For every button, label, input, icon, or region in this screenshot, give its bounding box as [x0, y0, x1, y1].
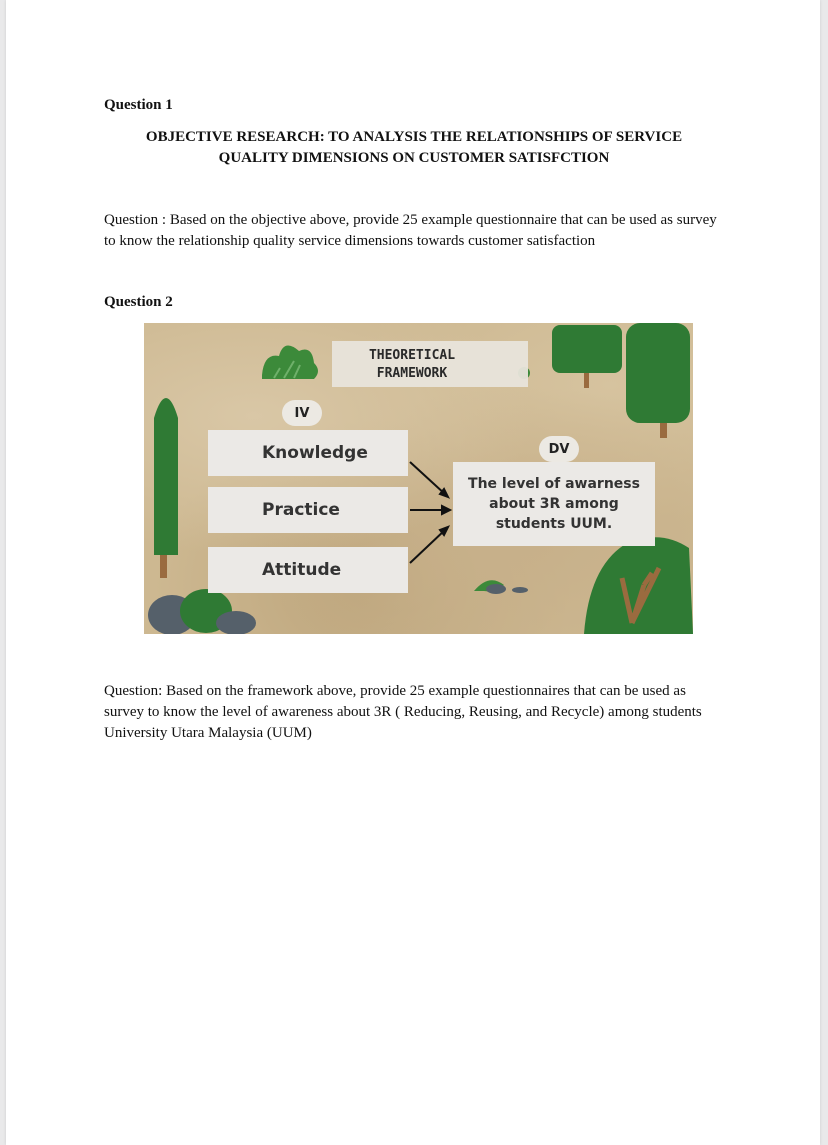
right-tree-1-icon: [552, 325, 622, 373]
theoretical-framework-figure: [144, 323, 693, 634]
framework-title: [332, 347, 492, 383]
objective-line-1: OBJECTIVE RESEARCH: TO ANALYSIS THE RELATIONSHIPS OF SERVICE: [145, 129, 683, 145]
bush-bottom-right-icon: [584, 537, 693, 634]
iv-badge: IV: [282, 400, 322, 426]
left-tree-icon: [154, 398, 178, 555]
iv-attitude: Attitude: [208, 547, 408, 593]
objective-line-2: QUALITY DIMENSIONS ON CUSTOMER SATISFCTION: [218, 150, 610, 166]
right-tree-2-icon: [626, 323, 690, 423]
dv-awareness: The level of awarness about 3R among students UUM.: [453, 462, 655, 546]
framework-title-line-1: THEORETICAL: [368, 348, 456, 363]
iv-practice: Practice: [208, 487, 408, 533]
dv-badge: DV: [539, 436, 579, 462]
arrows: [410, 462, 450, 563]
iv-knowledge: Knowledge: [208, 430, 408, 476]
document-page: [6, 0, 820, 1145]
question-2-heading: Question 2: [104, 294, 173, 310]
bush-top-left-icon: [262, 346, 318, 379]
rock-icon: [486, 584, 506, 594]
question-2-prompt: Question: Based on the framework above, provide 25 example questionnaires that can be used as survey to know the level of awareness about 3R ( Reducing, Reusing, and Recycle) among students University Utara Malaysia (UUM): [104, 683, 702, 741]
framework-title-line-2: FRAMEWORK: [376, 366, 448, 381]
question-1-prompt: Question : Based on the objective above, provide 25 example questionnaire that can be used as survey to know the relationship quality service dimensions towards customer satisfaction: [104, 212, 717, 249]
question-1-heading: Question 1: [104, 97, 173, 113]
objective-title: [104, 127, 724, 169]
